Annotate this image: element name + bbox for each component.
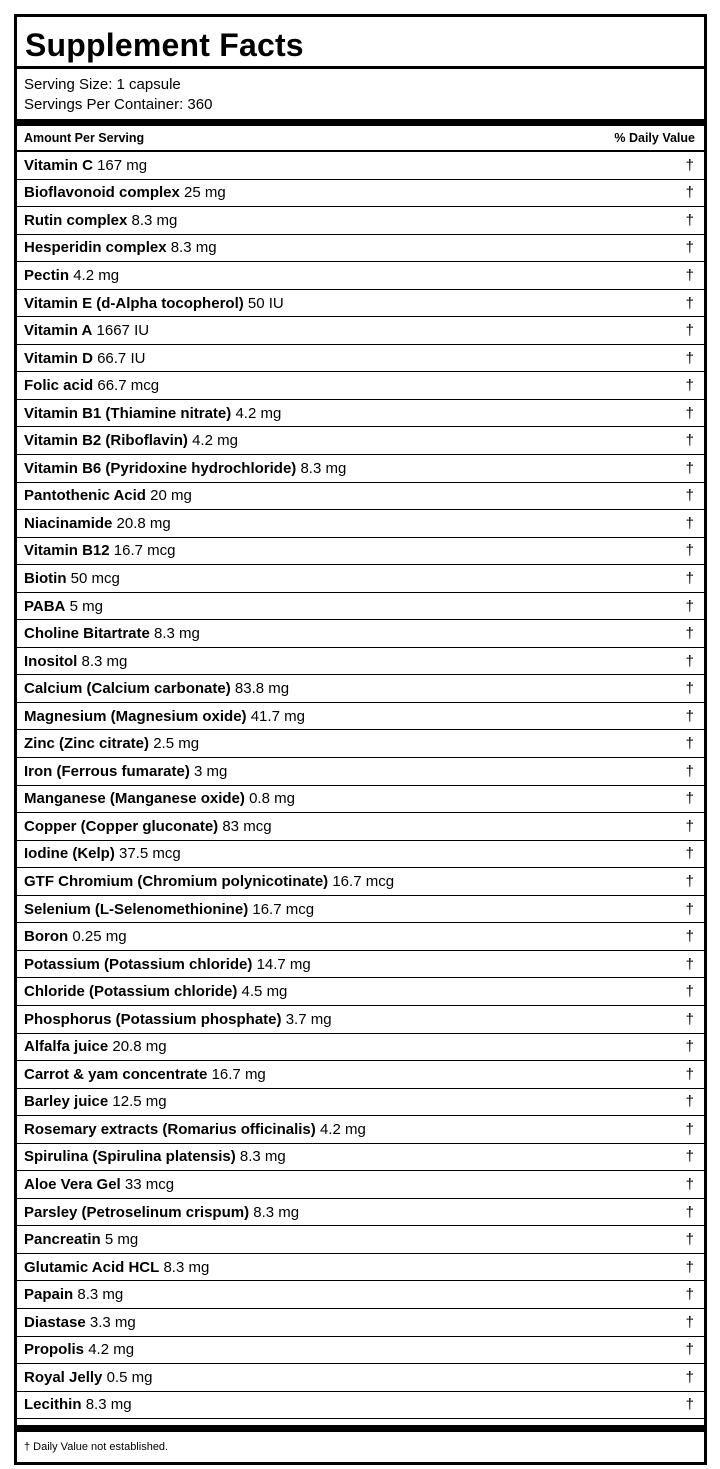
nutrient-amount: 0.25 mg — [72, 928, 127, 946]
nutrient-row — [17, 1392, 704, 1420]
nutrient-row — [17, 1171, 704, 1199]
nutrient-name: Magnesium (Magnesium oxide) — [24, 707, 247, 725]
nutrient-amount: 8.3 mg — [239, 1148, 286, 1166]
nutrient-entry — [24, 1011, 332, 1028]
daily-value-dagger: † — [685, 294, 694, 312]
nutrient-amount: 41.7 mg — [250, 707, 305, 725]
nutrient-row — [17, 1337, 704, 1365]
nutrient-entry — [24, 267, 119, 284]
nutrient-row — [17, 400, 704, 428]
nutrient-amount: 4.5 mg — [241, 983, 288, 1001]
nutrient-row — [17, 675, 704, 703]
nutrient-amount: 50 IU — [247, 294, 284, 312]
nutrient-row — [17, 1116, 704, 1144]
nutrient-name: Manganese (Manganese oxide) — [24, 790, 245, 808]
nutrient-entry — [24, 1286, 123, 1303]
daily-value-dagger: † — [685, 1176, 694, 1193]
nutrient-amount: 20.8 mg — [112, 1038, 167, 1056]
nutrient-name: Bioflavonoid complex — [24, 184, 180, 202]
nutrient-amount: 8.3 mg — [253, 1203, 300, 1221]
nutrient-name: Alfalfa juice — [24, 1038, 109, 1056]
daily-value-dagger: † — [685, 156, 694, 174]
nutrient-amount: 83 mcg — [222, 817, 272, 835]
amount-header — [17, 126, 704, 152]
daily-value-dagger: † — [685, 1010, 694, 1028]
nutrient-row — [17, 786, 704, 814]
nutrient-entry — [24, 1148, 286, 1165]
nutrient-name: Vitamin B2 (Riboflavin) — [24, 432, 188, 450]
daily-value-dagger: † — [685, 1313, 694, 1331]
nutrient-amount: 20.8 mg — [116, 514, 171, 532]
nutrient-name: Lecithin — [24, 1396, 82, 1414]
nutrient-entry — [24, 487, 192, 504]
nutrient-name: PABA — [24, 597, 66, 615]
nutrient-row — [17, 813, 704, 841]
nutrient-entry — [24, 212, 177, 229]
nutrient-entry — [24, 680, 289, 697]
daily-value-dagger: † — [685, 625, 694, 643]
nutrient-row — [17, 152, 704, 180]
nutrient-amount: 0.8 mg — [249, 790, 295, 808]
nutrient-row — [17, 565, 704, 593]
nutrient-name: Vitamin B6 (Pyridoxine hydrochloride) — [24, 459, 297, 477]
daily-value-dagger: † — [685, 1396, 694, 1414]
nutrient-name: Papain — [24, 1286, 74, 1304]
daily-value-dagger: † — [685, 569, 694, 587]
nutrient-amount: 4.2 mg — [235, 404, 282, 422]
nutrient-entry — [24, 1314, 136, 1331]
nutrient-row — [17, 483, 704, 511]
nutrient-entry — [24, 901, 314, 918]
nutrient-entry — [24, 570, 120, 587]
daily-value-dagger: † — [685, 432, 694, 450]
nutrient-amount: 8.3 mg — [163, 1258, 210, 1276]
daily-value-dagger: † — [685, 322, 694, 340]
nutrient-name: Pancreatin — [24, 1231, 101, 1249]
nutrient-row — [17, 1034, 704, 1062]
nutrient-name: Phosphorus (Potassium phosphate) — [24, 1010, 282, 1028]
nutrient-amount: 5 mg — [69, 597, 103, 615]
nutrient-entry — [24, 818, 272, 835]
nutrient-entry — [24, 1176, 174, 1193]
daily-value-dagger: † — [685, 1065, 694, 1083]
daily-value-dagger: † — [685, 928, 694, 946]
nutrient-entry — [24, 350, 145, 367]
nutrient-name: Barley juice — [24, 1093, 109, 1111]
nutrient-entry — [24, 1231, 138, 1248]
nutrient-entry — [24, 1121, 366, 1138]
daily-value-dagger: † — [685, 266, 694, 284]
nutrient-amount: 50 mcg — [70, 569, 120, 587]
nutrient-row — [17, 510, 704, 538]
nutrient-name: Aloe Vera Gel — [24, 1176, 121, 1193]
nutrient-name: Vitamin C — [24, 156, 93, 174]
nutrient-entry — [24, 763, 227, 780]
daily-value-label: % Daily Value — [614, 131, 695, 145]
nutrient-amount: 0.5 mg — [106, 1368, 153, 1386]
daily-value-dagger: † — [685, 404, 694, 422]
nutrient-amount: 3 mg — [194, 762, 228, 780]
daily-value-dagger: † — [685, 239, 694, 257]
nutrient-row — [17, 235, 704, 263]
nutrient-entry — [24, 432, 238, 449]
nutrient-amount: 66.7 IU — [97, 349, 146, 367]
nutrient-row — [17, 262, 704, 290]
nutrient-row — [17, 427, 704, 455]
serving-size: Serving Size: 1 capsule — [24, 76, 181, 93]
daily-value-dagger: † — [685, 487, 694, 505]
nutrient-row — [17, 1144, 704, 1172]
nutrient-row — [17, 1089, 704, 1117]
daily-value-dagger: † — [685, 1093, 694, 1111]
nutrient-name: Copper (Copper gluconate) — [24, 817, 219, 835]
daily-value-dagger: † — [685, 1368, 694, 1386]
nutrient-entry — [24, 460, 346, 477]
nutrient-amount: 8.3 mg — [170, 239, 217, 257]
daily-value-dagger: † — [685, 652, 694, 670]
daily-value-dagger: † — [685, 900, 694, 918]
daily-value-dagger: † — [685, 983, 694, 1001]
nutrient-name: Pantothenic Acid — [24, 487, 146, 505]
nutrient-row — [17, 1364, 704, 1392]
daily-value-dagger: † — [685, 1341, 694, 1359]
nutrient-name: Iodine (Kelp) — [24, 845, 115, 863]
nutrient-entry — [24, 405, 281, 422]
daily-value-dagger: † — [685, 955, 694, 973]
nutrient-amount: 25 mg — [184, 184, 226, 202]
amount-per-serving-label: Amount Per Serving — [24, 131, 145, 145]
supplement-facts-panel — [14, 14, 707, 1465]
serving-info — [17, 69, 704, 119]
nutrient-entry — [24, 515, 171, 532]
nutrient-name: Biotin — [24, 569, 67, 587]
nutrient-row — [17, 207, 704, 235]
nutrient-amount: 8.3 mg — [154, 625, 200, 643]
nutrient-row — [17, 290, 704, 318]
nutrient-row — [17, 1006, 704, 1034]
nutrient-row — [17, 1254, 704, 1282]
daily-value-dagger: † — [685, 1148, 694, 1166]
nutrient-name: Vitamin E (d-Alpha tocopherol) — [24, 294, 244, 312]
nutrient-name: Iron (Ferrous fumarate) — [24, 762, 190, 780]
daily-value-dagger: † — [685, 680, 694, 698]
nutrient-entry — [24, 708, 305, 725]
nutrient-name: Boron — [24, 928, 69, 946]
nutrient-entry — [24, 845, 181, 862]
nutrient-amount: 16.7 mcg — [113, 542, 176, 560]
servings-per-container: Servings Per Container: 360 — [24, 96, 213, 113]
nutrient-entry — [24, 295, 284, 312]
daily-value-dagger: † — [685, 377, 694, 395]
nutrient-amount: 4.2 mg — [73, 266, 120, 284]
nutrient-amount: 3.7 mg — [285, 1010, 332, 1028]
nutrient-row — [17, 455, 704, 483]
nutrient-amount: 66.7 mcg — [97, 377, 160, 395]
nutrient-entry — [24, 653, 127, 670]
nutrient-entry — [24, 184, 226, 201]
nutrient-entry — [24, 1341, 134, 1358]
nutrient-amount: 5 mg — [104, 1231, 139, 1249]
nutrient-entry — [24, 983, 287, 1000]
nutrient-entry — [24, 928, 127, 945]
nutrient-entry — [24, 735, 199, 752]
nutrient-amount: 8.3 mg — [85, 1396, 132, 1414]
nutrient-name: Potassium (Potassium chloride) — [24, 955, 253, 973]
daily-value-dagger: † — [685, 735, 694, 753]
nutrient-amount: 14.7 mg — [256, 955, 311, 973]
nutrient-row — [17, 978, 704, 1006]
daily-value-dagger: † — [685, 542, 694, 560]
nutrient-name: Chloride (Potassium chloride) — [24, 983, 238, 1001]
daily-value-dagger: † — [685, 184, 694, 202]
nutrient-entry — [24, 1396, 132, 1413]
nutrient-amount: 8.3 mg — [300, 459, 347, 477]
daily-value-dagger: † — [685, 1038, 694, 1056]
nutrient-amount: 167 mg — [97, 156, 148, 174]
nutrient-amount: 1667 IU — [96, 322, 150, 340]
nutrient-amount: 83.8 mg — [234, 680, 290, 698]
nutrient-entry — [24, 377, 159, 394]
nutrient-name: Vitamin B12 — [24, 542, 110, 560]
nutrient-row — [17, 1061, 704, 1089]
nutrient-name: Vitamin A — [24, 322, 93, 340]
footnote: † Daily Value not established. — [24, 1441, 169, 1454]
nutrient-row — [17, 758, 704, 786]
nutrient-name: Vitamin B1 (Thiamine nitrate) — [24, 404, 232, 422]
nutrient-entry — [24, 1093, 167, 1110]
daily-value-dagger: † — [685, 1258, 694, 1276]
nutrient-name: Diastase — [24, 1313, 86, 1331]
daily-value-dagger: † — [685, 790, 694, 808]
daily-value-dagger: † — [685, 211, 694, 229]
nutrient-name: Calcium (Calcium carbonate) — [24, 680, 231, 698]
panel-title: Supplement Facts — [17, 17, 704, 69]
nutrient-row — [17, 868, 704, 896]
nutrient-name: Folic acid — [24, 377, 94, 395]
daily-value-dagger: † — [685, 1286, 694, 1304]
nutrient-name: GTF Chromium (Chromium polynicotinate) — [24, 872, 329, 890]
nutrient-row — [17, 317, 704, 345]
bottom-thick-divider — [17, 1425, 704, 1432]
nutrient-amount: 8.3 mg — [131, 211, 178, 229]
nutrient-name: Rutin complex — [24, 211, 128, 229]
nutrient-row — [17, 841, 704, 869]
nutrient-amount: 37.5 mcg — [119, 845, 181, 863]
nutrient-amount: 20 mg — [150, 487, 192, 505]
nutrient-row — [17, 1199, 704, 1227]
nutrient-row — [17, 1309, 704, 1337]
nutrient-entry — [24, 1204, 299, 1221]
nutrient-entry — [24, 542, 175, 559]
nutrient-amount: 33 mcg — [124, 1176, 175, 1193]
nutrient-name: Inositol — [24, 652, 78, 670]
nutrient-entry — [24, 790, 295, 807]
nutrient-amount: 16.7 mg — [211, 1065, 266, 1083]
nutrient-name: Carrot & yam concentrate — [24, 1065, 208, 1083]
nutrient-name: Zinc (Zinc citrate) — [24, 735, 150, 753]
nutrient-name: Parsley (Petroselinum crispum) — [24, 1203, 250, 1221]
nutrient-row — [17, 620, 704, 648]
daily-value-dagger: † — [685, 1120, 694, 1138]
nutrient-list — [17, 152, 704, 1419]
nutrient-row — [17, 180, 704, 208]
nutrient-amount: 16.7 mcg — [332, 872, 395, 890]
nutrient-name: Niacinamide — [24, 514, 113, 532]
daily-value-dagger: † — [685, 1231, 694, 1249]
nutrient-amount: 8.3 mg — [77, 1286, 124, 1304]
nutrient-entry — [24, 239, 217, 256]
nutrient-row — [17, 593, 704, 621]
daily-value-dagger: † — [685, 707, 694, 725]
nutrient-entry — [24, 598, 103, 615]
daily-value-dagger: † — [685, 762, 694, 780]
nutrient-row — [17, 648, 704, 676]
daily-value-dagger: † — [685, 1203, 694, 1221]
nutrient-name: Vitamin D — [24, 349, 93, 367]
nutrient-row — [17, 372, 704, 400]
nutrient-name: Propolis — [24, 1341, 85, 1359]
nutrient-row — [17, 951, 704, 979]
daily-value-dagger: † — [685, 349, 694, 367]
nutrient-row — [17, 730, 704, 758]
daily-value-dagger: † — [685, 872, 694, 890]
nutrient-amount: 2.5 mg — [153, 735, 200, 753]
nutrient-amount: 8.3 mg — [81, 652, 128, 670]
nutrient-name: Hesperidin complex — [24, 239, 167, 257]
nutrient-amount: 4.2 mg — [192, 432, 238, 450]
nutrient-row — [17, 1281, 704, 1309]
nutrient-amount: 12.5 mg — [112, 1093, 167, 1111]
thick-divider — [17, 119, 704, 126]
nutrient-entry — [24, 625, 200, 642]
nutrient-entry — [24, 322, 149, 339]
daily-value-dagger: † — [685, 597, 694, 615]
nutrient-name: Glutamic Acid HCL — [24, 1258, 160, 1276]
daily-value-dagger: † — [685, 845, 694, 863]
nutrient-row — [17, 896, 704, 924]
nutrient-entry — [24, 1369, 152, 1386]
nutrient-row — [17, 345, 704, 373]
nutrient-name: Spirulina (Spirulina platensis) — [24, 1148, 236, 1166]
nutrient-name: Rosemary extracts (Romarius officinalis) — [24, 1120, 316, 1138]
nutrient-name: Royal Jelly — [24, 1368, 103, 1386]
nutrient-entry — [24, 1066, 266, 1083]
nutrient-row — [17, 1226, 704, 1254]
nutrient-entry — [24, 157, 147, 174]
nutrient-amount: 3.3 mg — [89, 1313, 136, 1331]
nutrient-row — [17, 538, 704, 566]
nutrient-name: Choline Bitartrate — [24, 625, 150, 643]
daily-value-dagger: † — [685, 459, 694, 477]
nutrient-entry — [24, 1259, 209, 1276]
nutrient-amount: 4.2 mg — [88, 1341, 135, 1359]
nutrient-name: Pectin — [24, 266, 70, 284]
nutrient-name: Selenium (L-Selenomethionine) — [24, 900, 249, 918]
nutrient-amount: 16.7 mcg — [252, 900, 315, 918]
nutrient-amount: 4.2 mg — [319, 1120, 366, 1138]
daily-value-dagger: † — [685, 514, 694, 532]
nutrient-row — [17, 703, 704, 731]
nutrient-entry — [24, 956, 311, 973]
nutrient-entry — [24, 1038, 167, 1055]
nutrient-row — [17, 923, 704, 951]
nutrient-entry — [24, 873, 394, 890]
daily-value-dagger: † — [685, 817, 694, 835]
